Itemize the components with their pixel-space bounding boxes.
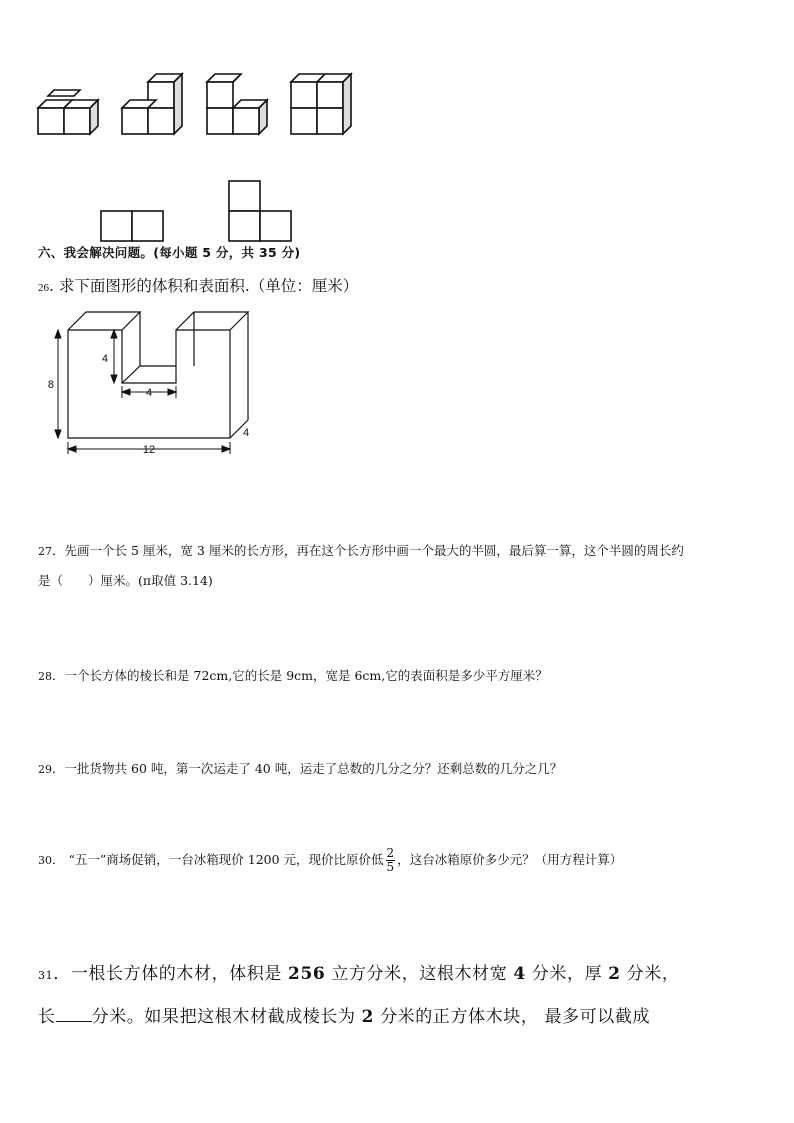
question-number: 26 (38, 282, 49, 294)
fraction (386, 847, 396, 874)
q31-text: 一根长方体的木材，体积是 (70, 964, 289, 984)
question-number: 30 (38, 854, 52, 867)
q31-text: 长 (38, 1007, 56, 1027)
question-27: 27．先画一个长 5 厘米，宽 3 厘米的长方形，再在这个长方形中画一个最大的半圆，最后算一算，这个半圆的周长约 (38, 543, 684, 558)
question-text-line2: 是（ ）厘米。(π取值 3.14) (38, 573, 213, 588)
question-text-after: ，这台冰箱原价多少元？（用方程计算） (397, 852, 623, 867)
q31-text: 分米的正方体木块， 最多可以截成 (374, 1007, 651, 1027)
q31-value-edge: 2 (361, 1007, 375, 1027)
dim-label-height: 8 (47, 379, 54, 391)
view-two-squares (100, 210, 166, 242)
question-text-before: “五一”商场促销，一台冰箱现价 1200 元，现价比原价低 (68, 852, 384, 867)
q31-text: 分米。如果把这根木材截成棱长为 (91, 1007, 362, 1027)
question-number: 29 (38, 763, 52, 776)
u-shape-solid-figure (46, 308, 266, 458)
question-26: 26. 求下面图形的体积和表面积.（单位：厘米） (38, 277, 359, 295)
question-30: 30． “五一”商场促销，一台冰箱现价 1200 元，现价比原价低 $\frac{2}{5}$ ，这台冰箱原价多少元？（用方程计算） (38, 846, 623, 874)
fraction-numerator: 2 (386, 846, 395, 860)
answer-blank[interactable] (56, 1007, 92, 1022)
question-number: 31 (38, 969, 54, 982)
q31-value-volume: 256 (288, 964, 326, 984)
q31-text: 分米，厚 (525, 964, 609, 984)
dim-label-notch-depth: 4 (101, 353, 108, 365)
cube-figure-1 (36, 90, 102, 138)
question-number: 27 (38, 545, 52, 558)
fraction-denominator: 5 (386, 860, 395, 874)
question-27-line2 (38, 571, 213, 589)
question-number: 28 (38, 670, 52, 683)
cube-figure-2 (120, 74, 186, 138)
cube-figure-4 (289, 74, 355, 138)
cube-figure-3 (205, 74, 271, 138)
question-text-line1: 先画一个长 5 厘米，宽 3 厘米的长方形，再在这个长方形中画一个最大的半圆，最后算一算，这个半圆的周长约 (64, 543, 684, 558)
question-31-line2 (38, 1002, 650, 1027)
view-l-shape (228, 180, 294, 242)
question-text: 一批货物共 60 吨，第一次运走了 40 吨，运走了总数的几分之分？还剩总数的几分之几？ (64, 761, 563, 776)
dim-label-notch-width: 4 (145, 387, 153, 399)
section-heading: 六、我会解决问题。(每小题 5 分，共 35 分) (38, 245, 301, 260)
question-31: 31．一根长方体的木材，体积是 256 立方分米，这根木材宽 4 分米，厚 2 分米， (38, 964, 680, 984)
question-text: 求下面图形的体积和表面积.（单位：厘米） (58, 277, 359, 295)
q31-text: 分米， (620, 964, 680, 984)
q31-value-thickness: 2 (608, 964, 621, 984)
question-29: 29．一批货物共 60 吨，第一次运走了 40 吨，运走了总数的几分之分？还剩总数的几分之几？ (38, 761, 563, 776)
q31-value-width: 4 (513, 964, 526, 984)
question-28: 28．一个长方体的棱长和是 72cm,它的长是 9cm，宽是 6cm,它的表面积是多少平方厘米？ (38, 668, 548, 683)
dim-label-length: 12 (142, 444, 156, 456)
question-text: 一个长方体的棱长和是 72cm,它的长是 9cm，宽是 6cm,它的表面积是多少平方厘米？ (64, 668, 548, 683)
q31-text: 立方分米，这根木材宽 (325, 964, 514, 984)
dim-label-depth: 4 (243, 427, 250, 439)
